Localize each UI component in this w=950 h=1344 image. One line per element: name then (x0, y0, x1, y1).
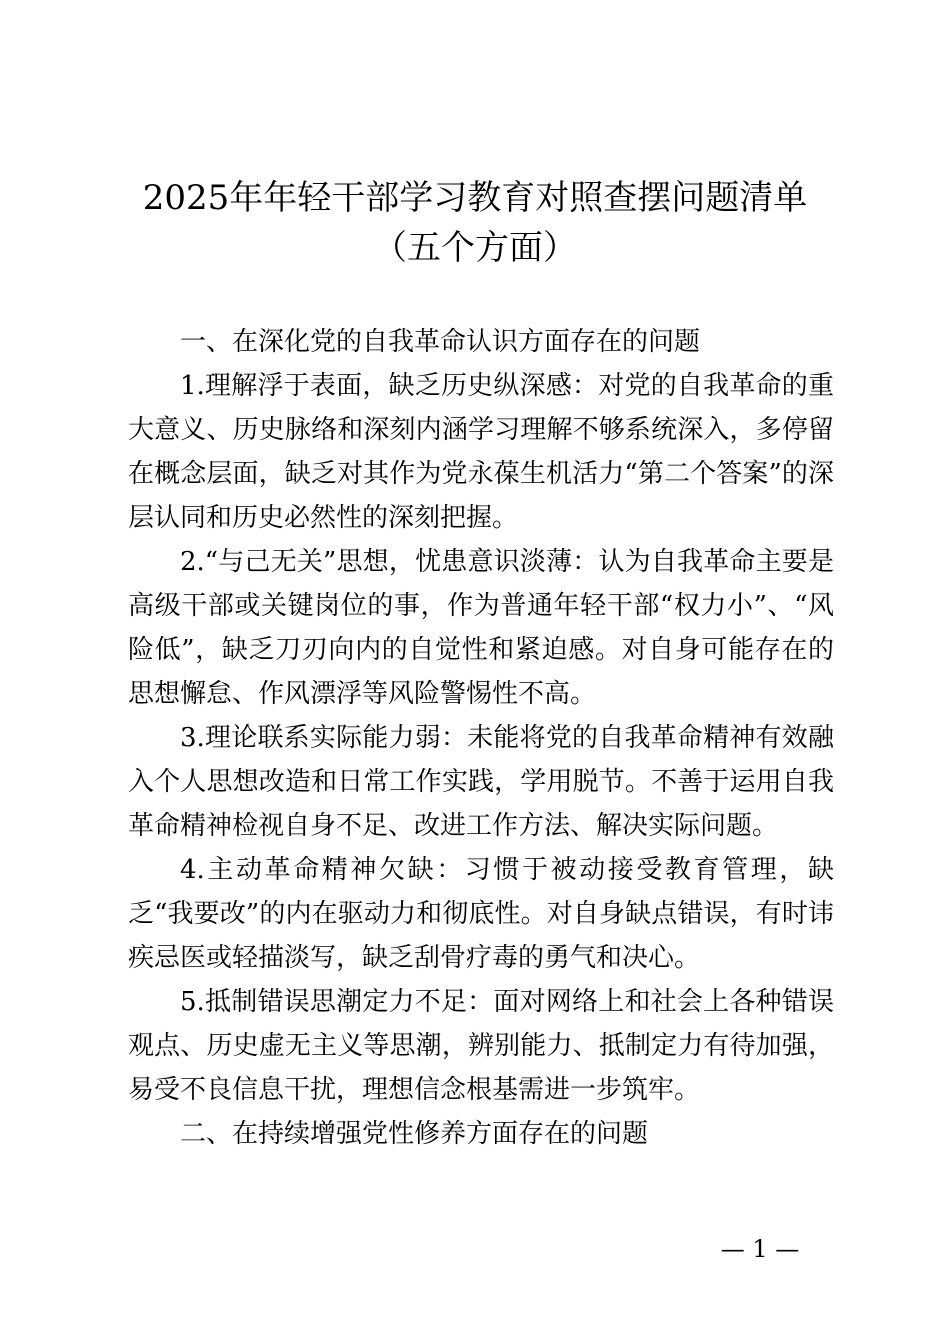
document-subtitle: （五个方面） (373, 228, 577, 268)
list-item-3: 3.理论联系实际能力弱：未能将党的自我革命精神有效融入个人思想改造和日常工作实践，学用脱节。不善于运用自我革命精神检视自身不足、改进工作方法、解决实际问题。 (128, 723, 834, 841)
section-heading-1: 一、在深化党的自我革命认识方面存在的问题 (180, 327, 701, 357)
document-title: 2025年年轻干部学习教育对照查摆问题清单 (142, 178, 808, 218)
list-item-1: 1.理解浮于表面，缺乏历史纵深感：对党的自我革命的重大意义、历史脉络和深刻内涵学习理解不够系统深入，多停留在概念层面，缺乏对其作为党永葆生机活力“第二个答案”的深层认同和历史必然性的深刻把握。 (128, 371, 834, 533)
list-item-5: 5.抵制错误思潮定力不足：面对网络上和社会上各种错误观点、历史虚无主义等思潮，辨别能力、抵制定力有待加强，易受不良信息干扰，理想信念根基需进一步筑牢。 (128, 987, 834, 1105)
section-heading-2: 二、在持续增强党性修养方面存在的问题 (180, 1119, 649, 1149)
list-item-4: 4.主动革命精神欠缺：习惯于被动接受教育管理，缺乏“我要改”的内在驱动力和彻底性。对自身缺点错误，有时讳疾忌医或轻描淡写，缺乏刮骨疗毒的勇气和决心。 (128, 855, 834, 973)
page-number: — 1 — (720, 1235, 800, 1263)
list-item-2: 2.“与己无关”思想，忧患意识淡薄：认为自我革命主要是高级干部或关键岗位的事，作为普通年轻干部“权力小”、“风险低”，缺乏刀刃向内的自觉性和紧迫感。对自身可能存在的思想懈怠、作风漂浮等风险警惕性不高。 (128, 547, 834, 709)
